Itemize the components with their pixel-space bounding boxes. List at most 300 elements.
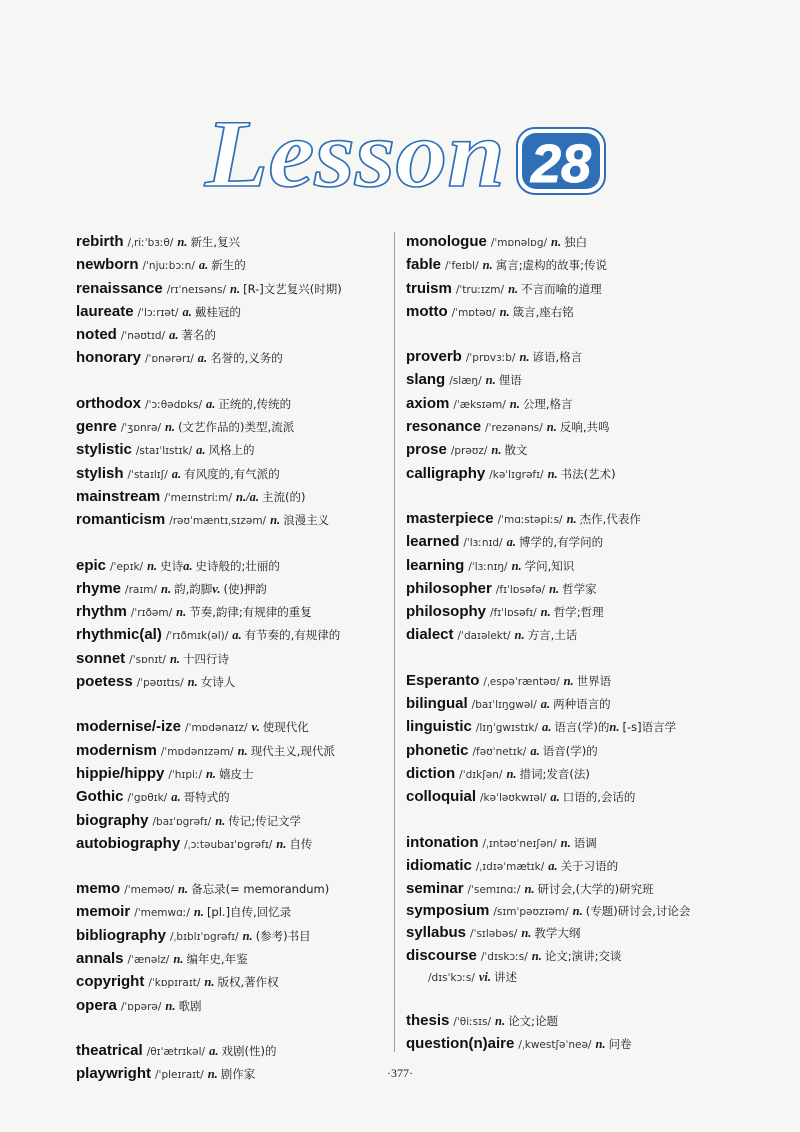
vocab-entry [76, 878, 388, 901]
vocab-entry [406, 693, 736, 716]
vocab-pronunciation: /ˈsɪləbəs/ [470, 928, 518, 941]
vocab-definition: 风格上的 [208, 443, 255, 458]
vocab-definition: 正统的,传统的 [218, 396, 292, 411]
vocab-word: Esperanto [406, 671, 480, 689]
vocab-definition: 世界语 [576, 673, 612, 688]
vocab-pronunciation: /ˈsemɪnɑː/ [467, 884, 521, 897]
vocab-group [76, 878, 388, 1018]
vocab-definition: 戴桂冠的 [194, 304, 241, 319]
vocab-word: philosopher [406, 579, 492, 597]
vocab-entry [76, 901, 388, 924]
vocab-word: fable [406, 256, 442, 274]
vocab-word: sonnet [76, 649, 126, 667]
lesson-number-badge [517, 128, 605, 194]
part-of-speech: n. [205, 766, 217, 781]
vocab-definition: 哥特式的 [183, 790, 230, 805]
vocab-entry [76, 324, 388, 347]
vocab-entry [406, 508, 736, 531]
vocab-word: epic [76, 556, 107, 574]
vocab-word: hippie/hippy [76, 764, 165, 782]
vocab-word: learned [406, 533, 460, 551]
vocab-word: seminar [406, 880, 464, 898]
vocab-pronunciation: /ˌɔːtəubaɪˈɒgrəfɪ/ [184, 838, 273, 851]
vocab-definition: 语音(学)的 [542, 743, 598, 758]
vocab-word: memoir [76, 903, 131, 921]
vocab-group [406, 346, 736, 486]
part-of-speech: n. [595, 1037, 606, 1052]
vocab-word: masterpiece [406, 509, 494, 527]
part-of-speech: n. [521, 926, 532, 941]
vocab-pronunciation: /ˈmɒdənɪzəm/ [160, 745, 234, 758]
part-of-speech: n. [193, 905, 204, 920]
vocab-definition: 有节奏的,有规律的 [244, 628, 341, 643]
vocab-pronunciation: /baɪˈlɪŋgwəl/ [471, 699, 537, 712]
vocab-word: motto [406, 302, 448, 320]
vocab-definition: 谚语,格言 [532, 350, 583, 365]
vocab-entry [406, 463, 736, 486]
part-of-speech: n. [514, 628, 525, 643]
lesson-header [205, 98, 625, 208]
part-of-speech: a. [171, 790, 181, 805]
vocab-pronunciation: /ˈrɪðmɪk(əl)/ [165, 630, 229, 643]
vocab-group [406, 231, 736, 324]
vocab-entry [406, 624, 736, 647]
vocab-entry [406, 901, 736, 922]
vocab-entry [76, 301, 388, 324]
part-of-speech: n. [177, 235, 188, 249]
vocab-definition: 现代主义,现代派 [250, 743, 335, 758]
vocab-word: intonation [406, 833, 479, 851]
vocab-pronunciation: /fəʊˈnetɪk/ [472, 745, 527, 758]
vocab-definition: 论文;论题 [508, 1013, 558, 1028]
part-of-speech: n. [276, 836, 287, 851]
left-column [76, 231, 388, 1109]
lesson-number: 28 [530, 134, 592, 194]
vocab-pronunciation: /ˈmɒtəʊ/ [451, 306, 496, 319]
vocab-definition: 剧作家 [220, 1067, 256, 1082]
vocab-pronunciation: /ˈprɒvɜːb/ [465, 352, 516, 365]
vocab-entry [406, 763, 736, 786]
part-of-speech: n. [237, 743, 248, 758]
vocab-word: bibliography [76, 926, 166, 944]
part-of-speech: n. [169, 651, 181, 666]
part-of-speech: a. [206, 396, 216, 411]
vocab-definition: 论文;演讲;交谈 [544, 948, 622, 963]
part-of-speech: a. [196, 443, 206, 458]
part-of-speech: a. [209, 1043, 219, 1058]
vocab-pronunciation: /ˌespəˈræntəʊ/ [483, 675, 560, 688]
vocab-word: dialect [406, 626, 454, 644]
part-of-speech: n. [560, 835, 571, 850]
vocab-pronunciation: /ˈlɜːnɪd/ [463, 537, 503, 550]
vocab-group [406, 508, 736, 648]
vocab-word: bilingual [406, 695, 468, 713]
vocab-entry [76, 509, 388, 532]
vocab-definition: 反响,共鸣 [559, 420, 610, 435]
vocab-entry [406, 369, 736, 392]
part-of-speech: n. [242, 928, 253, 943]
vocab-pronunciation: /ˈmemwɑː/ [134, 907, 190, 920]
vocab-definition: 书法(艺术) [560, 466, 616, 481]
vocab-definition: 教学大纲 [534, 926, 581, 941]
part-of-speech: n. [499, 304, 510, 319]
vocab-pronunciation: /ˈhɪpiː/ [168, 768, 202, 781]
vocab-word: axiom [406, 394, 450, 412]
part-of-speech: n. [546, 420, 557, 435]
vocab-pronunciation: /ˌriːˈbɜːθ/ [127, 237, 174, 249]
vocab-definition: 措词;发音(法) [519, 766, 590, 781]
part-of-speech: n. [147, 558, 158, 573]
vocab-definition: 口语的,会话的 [562, 790, 636, 805]
part-of-speech: a. [548, 858, 558, 873]
part-of-speech: n. [230, 281, 241, 296]
part-of-speech: n. [207, 1067, 218, 1082]
vocab-definition: 十四行诗 [183, 651, 230, 666]
vocab-entry [76, 716, 388, 739]
vocab-word: diction [406, 764, 456, 782]
vocab-word: colloquial [406, 788, 477, 806]
vocab-entry [406, 832, 736, 855]
vocab-word: proverb [406, 348, 462, 366]
vocab-word: resonance [406, 418, 482, 436]
vocab-pronunciation: /ˈrɪðəm/ [130, 607, 173, 620]
vocab-pronunciation: /ˈdaɪəlekt/ [457, 630, 511, 643]
vocab-definition: 有风度的,有气派的 [184, 466, 280, 481]
part-of-speech: n. [176, 605, 187, 620]
vocab-entry [76, 1040, 388, 1063]
part-of-speech: n. [164, 420, 176, 435]
part-of-speech: n. [509, 396, 520, 411]
vocab-entry [406, 416, 736, 439]
vocab-definition: 不言而喻的道理 [521, 281, 602, 296]
vocab-definition: 备忘录(= memorandum) [191, 882, 330, 897]
vocab-word: thesis [406, 1011, 450, 1029]
vocab-definition: 女诗人 [200, 675, 236, 690]
vocab-definition: (使)押韵 [223, 581, 267, 596]
vocab-word: noted [76, 326, 117, 344]
vocab-definition: 问卷 [608, 1037, 632, 1052]
vocab-definition: 新生的 [211, 258, 246, 273]
vocab-entry [76, 393, 388, 416]
vocab-entry [406, 254, 736, 277]
vocab-entry [406, 278, 736, 301]
part-of-speech: n./a. [236, 489, 259, 504]
vocab-pronunciation: /staɪˈlɪstɪk/ [135, 445, 193, 458]
vocab-definition: 公理,格言 [522, 396, 573, 411]
vocab-word: orthodox [76, 394, 141, 412]
vocab-pronunciation: /ˈpəʊɪtɪs/ [136, 677, 184, 690]
part-of-speech: n. [540, 605, 551, 620]
vocab-pronunciation: /ˈtruːɪzm/ [455, 283, 505, 296]
vocab-definition: 自传 [289, 836, 313, 851]
vocab-pronunciation: /ˈmɑːstəpiːs/ [497, 513, 563, 526]
vocab-word: idiomatic [406, 856, 472, 874]
vocab-word: genre [76, 418, 117, 436]
vocab-word: copyright [76, 973, 145, 991]
vocab-entry [76, 833, 388, 856]
vocab-pronunciation: /ˌkwestʃəˈneə/ [518, 1039, 592, 1052]
vocab-group [76, 555, 388, 695]
part-of-speech: n. [485, 373, 496, 388]
part-of-speech: n. [173, 952, 184, 967]
vocab-entry [76, 416, 388, 439]
part-of-speech: n. [270, 513, 281, 528]
lesson-title-graphic [205, 98, 625, 208]
vocab-definition: 史诗 [160, 558, 184, 573]
vocab-definition: 哲学家 [562, 581, 597, 596]
vocab-entry [406, 393, 736, 416]
page-number: ·377· [387, 1066, 413, 1080]
vocab-definition: 歌剧 [178, 998, 202, 1013]
part-of-speech: v. [212, 581, 221, 596]
part-of-speech: a. [182, 304, 192, 319]
vocab-entry [406, 531, 736, 554]
vocab-entry [406, 740, 736, 763]
vocab-word: rhyme [76, 579, 122, 597]
part-of-speech: n. [547, 466, 558, 481]
vocab-definition: (专题)研讨会,讨论会 [585, 904, 691, 919]
vocab-entry [406, 231, 736, 254]
part-of-speech: n. [495, 1013, 506, 1028]
vocab-entry [406, 670, 736, 693]
vocab-word: honorary [76, 349, 142, 367]
vocab-word: newborn [76, 256, 139, 274]
vocab-word: discourse [406, 946, 477, 964]
part-of-speech: a. [169, 328, 179, 343]
vocab-word: poetess [76, 673, 133, 691]
vocab-definition: (参考)书目 [255, 928, 311, 943]
part-of-speech: n. [549, 581, 560, 596]
vocab-definition: 方言,土话 [527, 628, 578, 643]
vocab-entry [406, 878, 736, 901]
vocab-entry [76, 948, 388, 971]
vocab-entry [76, 439, 388, 462]
vocab-word: rebirth [76, 233, 124, 250]
vocab-word: laureate [76, 302, 134, 320]
vocab-word: Gothic [76, 788, 124, 806]
vocab-entry [76, 555, 388, 578]
vocab-pronunciation: /ˌɪntəʊˈneɪʃən/ [482, 837, 557, 850]
vocab-pronunciation: /fɪˈlɒsəfɪ/ [490, 607, 537, 620]
vocab-definition: 版权,著作权 [217, 975, 279, 990]
part-of-speech: n. [524, 882, 535, 897]
lesson-title-text: Lesson [203, 100, 505, 207]
vocab-word: rhythmic(al) [76, 626, 162, 644]
part-of-speech: n. [572, 904, 583, 919]
part-of-speech: a. [540, 697, 551, 712]
part-of-speech: a. [232, 628, 242, 643]
vocab-pronunciation: /ˈsɒnɪt/ [129, 653, 166, 666]
vocab-pronunciation: /θɪˈætrɪkəl/ [146, 1045, 206, 1058]
part-of-speech: n. [508, 281, 519, 296]
part-of-speech: n. [491, 443, 502, 458]
vocab-word: philosophy [406, 603, 486, 621]
vocab-entry [76, 463, 388, 486]
part-of-speech: a. [542, 720, 552, 735]
vocab-entry [406, 946, 736, 988]
vocab-pronunciation: /ˈnjuːbɔːn/ [142, 260, 195, 273]
vocab-word: memo [76, 880, 121, 898]
vocab-definition: 箴言,座右铭 [512, 304, 574, 319]
vocab-pronunciation: /ˈkɒpɪraɪt/ [148, 977, 201, 990]
vocab-word: linguistic [406, 718, 472, 736]
vocab-pronunciation: /rəʊˈmæntɪˌsɪzəm/ [169, 515, 267, 528]
vocab-entry [406, 716, 736, 739]
vocab-word: stylistic [76, 441, 132, 459]
part-of-speech: n. [551, 235, 562, 249]
vocab-pronunciation: /ˈθiːsɪs/ [453, 1015, 492, 1028]
vocab-pronunciation: /ˈdɪkʃən/ [459, 768, 503, 781]
vocab-entry [76, 810, 388, 833]
vocab-pronunciation: /prəʊz/ [450, 445, 488, 458]
vocab-pronunciation: /dɪsˈkɔːs/ [428, 971, 475, 984]
vocab-group [406, 670, 736, 810]
vocab-entry [406, 555, 736, 578]
vocab-pronunciation: /ˈɔːθədɒks/ [145, 398, 203, 411]
vocab-definition: 寓言;虚构的故事;传说 [495, 258, 607, 273]
vocab-definition: 使现代化 [262, 720, 309, 735]
vocab-word: romanticism [76, 511, 166, 529]
vocab-entry [406, 301, 736, 324]
vocab-definition: [pl.]自传,回忆录 [206, 905, 292, 920]
vocab-pronunciation: /slæŋ/ [449, 375, 482, 388]
vocab-pronunciation: /ˈpleɪraɪt/ [155, 1069, 204, 1082]
vocab-definition: [R-]文艺复兴(时期) [243, 281, 342, 296]
part-of-speech: a. [198, 258, 209, 273]
vocab-pronunciation: /kəˈlɪgrəfɪ/ [489, 468, 544, 481]
vocab-entry [406, 855, 736, 878]
vocab-entry [406, 601, 736, 624]
vocab-pronunciation: /baɪˈɒgrəfɪ/ [152, 815, 212, 828]
vocab-definition: 散文 [504, 443, 528, 458]
part-of-speech: n. [165, 998, 176, 1013]
vocab-pronunciation: /ˈʒɒnrə/ [120, 422, 161, 435]
vocab-entry [76, 254, 388, 277]
vocab-pronunciation: /fɪˈlɒsəfə/ [495, 583, 546, 596]
vocab-pronunciation: /ˈnəʊtɪd/ [120, 330, 166, 343]
part-of-speech: v. [251, 720, 260, 735]
vocab-word: rhythm [76, 603, 127, 621]
vocab-entry [76, 624, 388, 647]
vocab-pronunciation: /ˈæksɪəm/ [453, 398, 506, 411]
vocab-entry [406, 922, 736, 945]
vocab-entry [406, 439, 736, 462]
vocab-definition: 编年史,年鉴 [186, 952, 248, 967]
vocab-definition: 研讨会,(大学的)研究班 [537, 882, 654, 897]
part-of-speech: vi. [478, 969, 492, 984]
vocab-word: slang [406, 371, 446, 389]
vocab-word: learning [406, 556, 465, 574]
vocab-entry [406, 1033, 736, 1056]
vocab-group [76, 716, 388, 856]
vocab-pronunciation: /ˈmɒnəlɒg/ [490, 237, 548, 249]
vocab-entry [406, 346, 736, 369]
vocab-definition: 关于习语的 [560, 858, 619, 873]
vocab-pronunciation: /ˈgɒθɪk/ [127, 792, 168, 805]
part-of-speech: n. [482, 258, 493, 273]
vocab-word: modernise/-ize [76, 718, 182, 736]
vocab-entry [406, 786, 736, 809]
part-of-speech: a. [197, 351, 208, 366]
vocab-entry [406, 578, 736, 601]
vocab-definition: 博学的,有学问的 [518, 535, 604, 550]
vocab-pronunciation: /ˈlɜːnɪŋ/ [468, 560, 508, 573]
vocab-definition: 韵,韵脚 [174, 581, 213, 596]
vocab-definition: 学问,知识 [524, 558, 575, 573]
part-of-speech: n. [511, 558, 522, 573]
column-divider [394, 232, 395, 1052]
vocab-pronunciation: /ˈmɒdənaɪz/ [185, 722, 248, 735]
vocab-pronunciation: /ˈrezənəns/ [485, 422, 543, 435]
vocab-word: phonetic [406, 741, 469, 759]
vocab-word: mainstream [76, 487, 161, 505]
vocab-entry [76, 971, 388, 994]
vocab-definition: 嬉皮士 [219, 766, 254, 781]
vocab-pronunciation: /raɪm/ [125, 583, 157, 596]
vocab-pronunciation: /ˌbɪblɪˈɒgrəfɪ/ [170, 930, 239, 943]
vocab-word: truism [406, 279, 452, 297]
vocab-pronunciation: /lɪŋˈgwɪstɪk/ [475, 722, 539, 735]
vocab-pronunciation: /ˈfeɪbl/ [445, 260, 479, 273]
vocab-definition: 传记;传记文学 [228, 813, 302, 828]
right-column [406, 231, 736, 1078]
part-of-speech: n. [187, 675, 198, 690]
vocab-pronunciation: /ˈdɪskɔːs/ [480, 950, 528, 963]
vocab-definition: 新生,复兴 [190, 235, 241, 249]
part-of-speech: n. [204, 975, 215, 990]
vocab-definition: 节奏,韵律;有规律的重复 [189, 605, 312, 620]
vocab-entry [406, 1010, 736, 1033]
part-of-speech: a. [183, 558, 193, 573]
vocab-pronunciation: /ˈɒnərərɪ/ [145, 353, 194, 366]
part-of-speech: n. [519, 350, 530, 365]
vocab-definition: 主流(的) [261, 489, 306, 504]
vocab-entry [76, 601, 388, 624]
vocab-entry [76, 578, 388, 601]
vocab-extra-line [406, 967, 736, 988]
vocab-definition: 语言(学)的 [554, 720, 610, 735]
vocab-definition: 俚语 [498, 373, 522, 388]
vocab-word: renaissance [76, 279, 163, 297]
vocab-definition: 讲述 [494, 969, 518, 984]
vocab-definition: 名誉的,义务的 [210, 351, 283, 366]
vocab-definition: 杰作,代表作 [579, 511, 641, 526]
vocab-pronunciation: /rɪˈneɪsəns/ [166, 283, 226, 296]
vocab-pronunciation: /sɪmˈpəʊzɪəm/ [493, 906, 569, 919]
vocab-definition: 独白 [564, 235, 588, 249]
part-of-speech: n. [215, 813, 226, 828]
vocab-word: annals [76, 950, 124, 968]
vocab-pronunciation: /ˈstaɪlɪʃ/ [127, 468, 168, 481]
vocab-definition: 戏剧(性)的 [221, 1043, 277, 1058]
vocab-group [76, 393, 388, 533]
vocab-entry [76, 671, 388, 694]
vocab-pronunciation: /ˈmeməʊ/ [124, 884, 175, 897]
vocab-word: symposium [406, 902, 490, 920]
vocab-definition: 著名的 [181, 328, 216, 343]
vocab-entry [76, 347, 388, 370]
part-of-speech: n. [563, 673, 574, 688]
part-of-speech: n. [178, 882, 189, 897]
vocab-word: playwright [76, 1065, 152, 1083]
vocab-pronunciation: /ˈænəlz/ [127, 954, 170, 967]
vocab-entry [76, 648, 388, 671]
vocab-definition: 语调 [573, 835, 597, 850]
vocab-pronunciation: /kəˈləʊkwɪəl/ [480, 792, 547, 805]
vocab-word: monologue [406, 233, 487, 250]
vocab-definition: (文艺作品的)类型,流派 [178, 420, 295, 435]
vocab-group [76, 231, 388, 371]
